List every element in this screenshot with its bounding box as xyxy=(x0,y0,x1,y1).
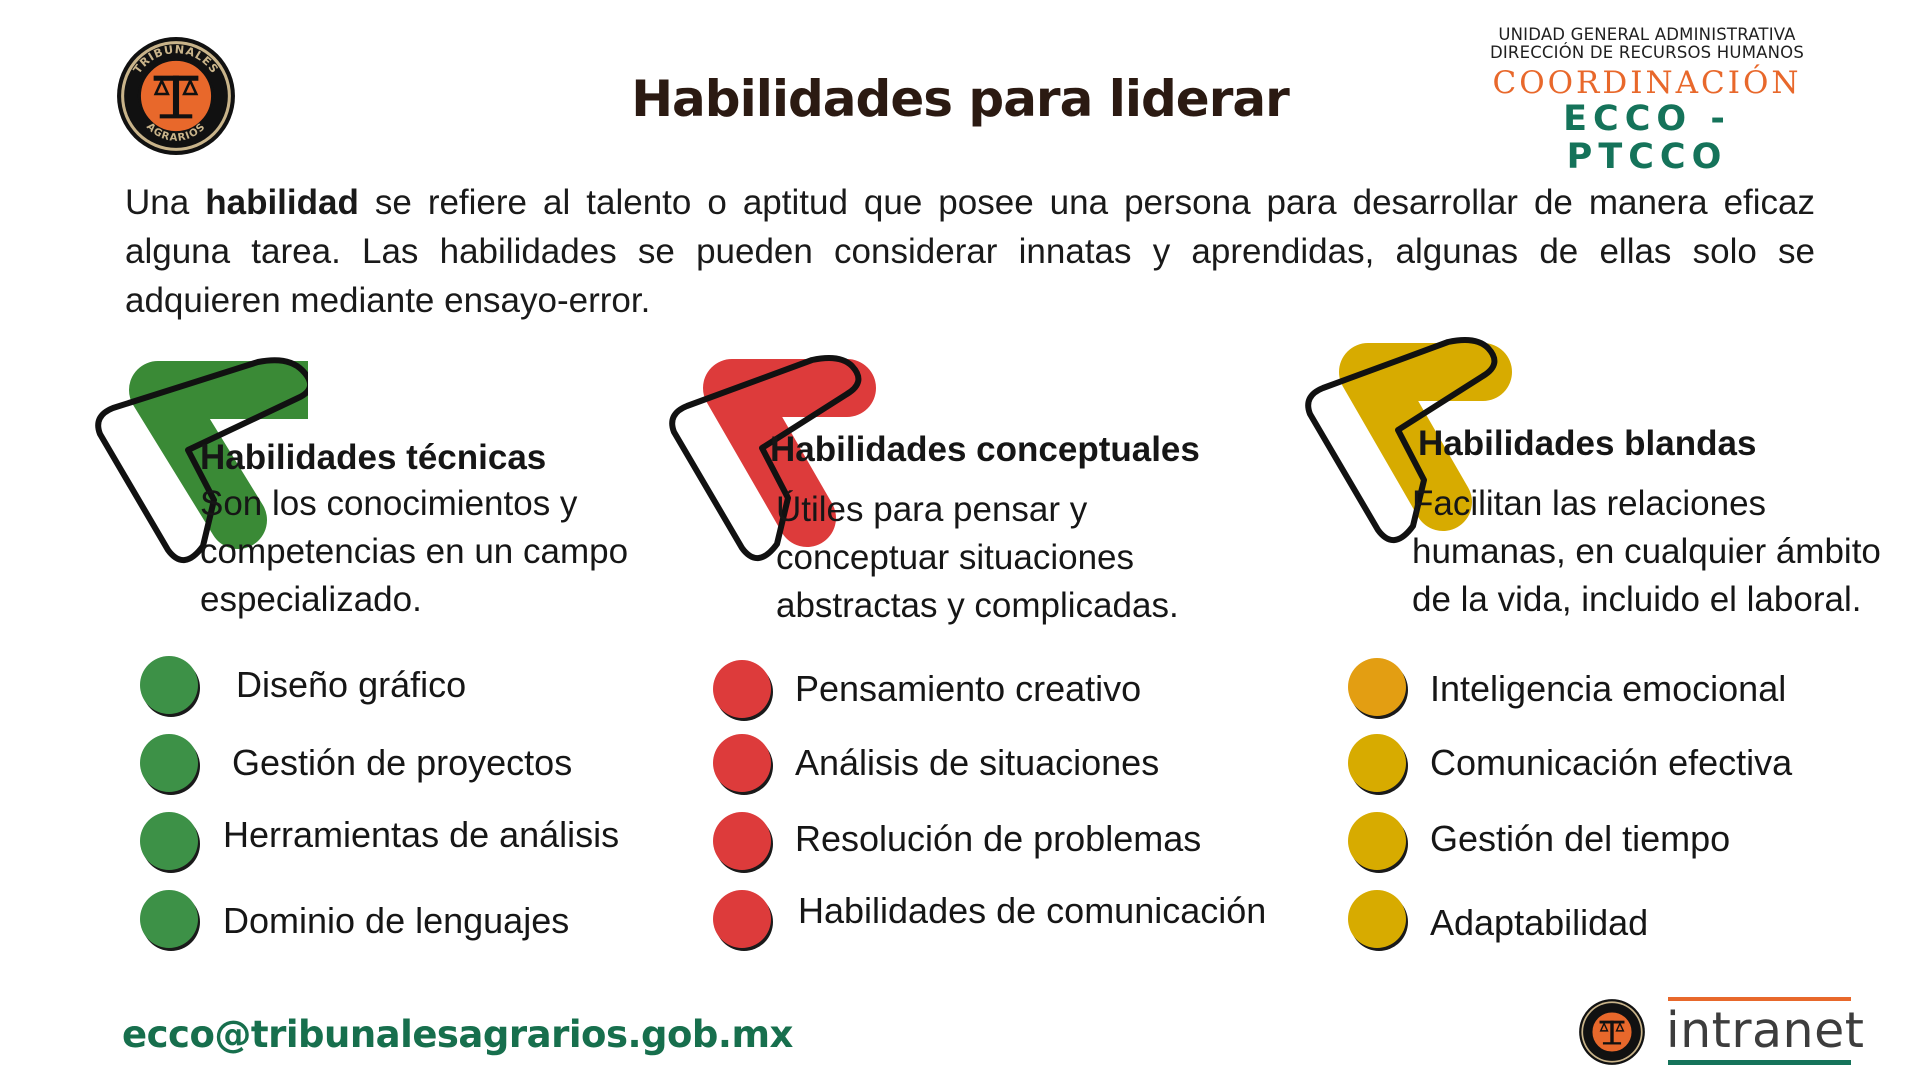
list-item: Pensamiento creativo xyxy=(795,668,1142,709)
column-title-blandas: Habilidades blandas xyxy=(1418,424,1757,463)
bullet-dot xyxy=(140,656,198,714)
org-program: ECCO - PTCCO xyxy=(1563,99,1731,177)
bullet-dot xyxy=(140,890,198,948)
org-coordination: COORDINACIÓN xyxy=(1492,65,1802,101)
column-title-conceptuales: Habilidades conceptuales xyxy=(770,430,1200,469)
bullet-dot xyxy=(713,734,771,792)
tribunales-agrarios-logo-small xyxy=(1578,998,1646,1066)
bullet-dot xyxy=(713,812,771,870)
bullet-dot xyxy=(713,890,771,948)
org-block xyxy=(1482,26,1812,176)
list-item: Diseño gráfico xyxy=(236,664,467,705)
column-title-tecnicas: Habilidades técnicas xyxy=(200,438,547,477)
list-item: Habilidades de comunicación xyxy=(798,890,1267,931)
list-item: Resolución de problemas xyxy=(795,818,1202,859)
list-item: Adaptabilidad xyxy=(1430,902,1649,943)
list-item: Inteligencia emocional xyxy=(1430,668,1787,709)
bullet-dot xyxy=(713,660,771,718)
intro-prefix: Una xyxy=(125,183,206,222)
intranet-logo-text[interactable]: intranet xyxy=(1666,1002,1865,1059)
list-item: Análisis de situaciones xyxy=(795,742,1160,783)
bullet-dot xyxy=(1348,734,1406,792)
intranet-top-bar xyxy=(1668,997,1851,1001)
logo-bottom-text: AGRARIOS xyxy=(144,121,208,144)
page-title: Habilidades para liderar xyxy=(631,70,1289,128)
intro-rest: se refiere al talento o aptitud que posee una persona para desarrollar de manera eficaz alguna tarea. Las habilidades se pueden considerar innatas y aprendidas, algunas de ellas solo se adquieren mediante ensayo-error. xyxy=(125,183,1815,320)
intro-keyword: habilidad xyxy=(205,183,359,222)
bullet-dot xyxy=(140,734,198,792)
column-desc-conceptuales: Útiles para pensar y conceptuar situaciones abstractas y complicadas. xyxy=(776,490,1179,625)
list-item: Comunicación efectiva xyxy=(1430,742,1793,783)
org-direction: DIRECCIÓN DE RECURSOS HUMANOS xyxy=(1489,43,1805,62)
bullet-dot xyxy=(1348,890,1406,948)
list-item: Dominio de lenguajes xyxy=(223,900,570,941)
intro-paragraph xyxy=(125,178,1815,325)
column-desc-blandas: Facilitan las relaciones humanas, en cualquier ámbito de la vida, incluido el laboral. xyxy=(1412,484,1881,619)
list-item: Gestión del tiempo xyxy=(1430,818,1731,859)
org-unit: UNIDAD GENERAL ADMINISTRATIVA xyxy=(1498,25,1796,44)
list-item: Gestión de proyectos xyxy=(232,742,573,783)
contact-email[interactable]: ecco@tribunalesagrarios.gob.mx xyxy=(122,1013,793,1056)
bullet-dot xyxy=(1348,812,1406,870)
bullet-dot xyxy=(1348,658,1406,716)
intranet-bottom-bar xyxy=(1668,1060,1851,1065)
logo-top-text: TRIBUNALES xyxy=(130,43,222,77)
column-desc-tecnicas: Son los conocimientos y competencias en un campo especializado. xyxy=(200,484,629,619)
bullet-dot xyxy=(140,812,198,870)
list-item: Herramientas de análisis xyxy=(223,814,620,855)
